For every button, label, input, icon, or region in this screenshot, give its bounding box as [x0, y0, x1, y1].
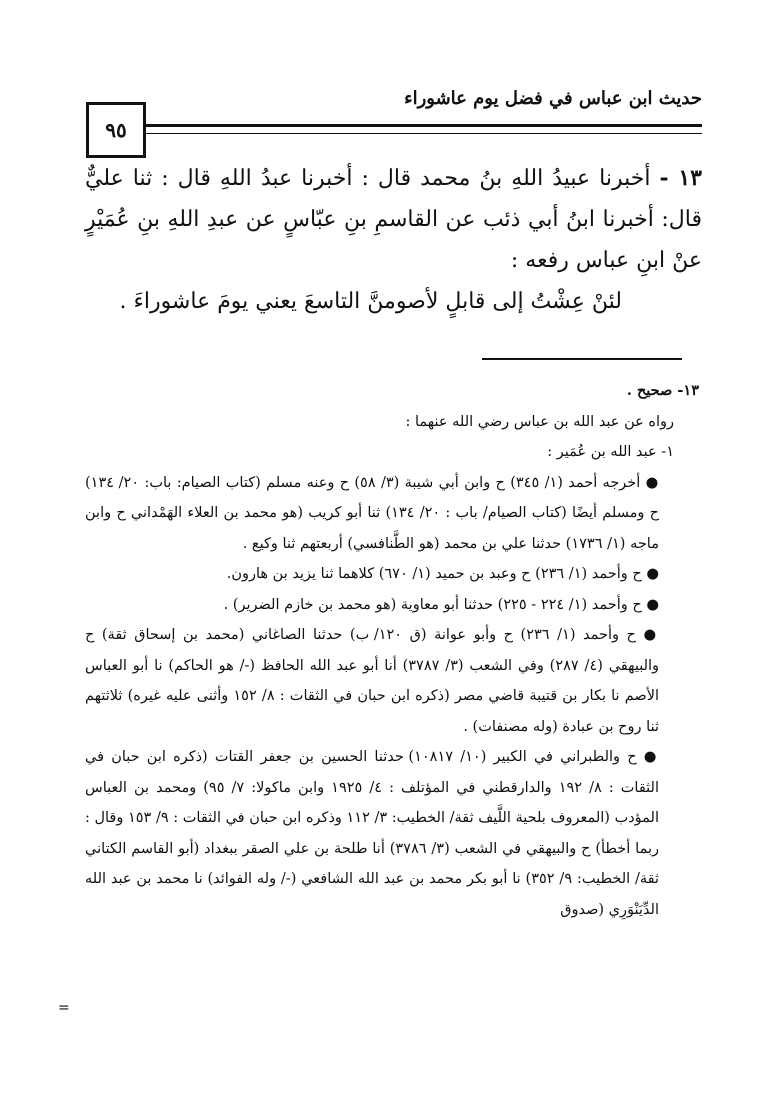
bullet-icon: ●	[643, 748, 660, 765]
hadith-matn: لئنْ عِشْتُ إلى قابلٍ لأصومنَّ التاسعَ يعني يومَ عاشوراءَ .	[119, 289, 622, 314]
notes-paragraph-5-text: ح والطبراني في الكبير (١٠/ ١٠٨١٧) حدثنا الحسين بن جعفر القتات (ذكره ابن حبان في الثقات : ٨/ ١٩٢ والدارقطني في المؤتلف : ٤/ ١٩٢٥ وابن ماكولا: ٧/ ٩٥) ومحمد بن العباس المؤدب (المعروف بلحية اللَّيف ثقة/ الخطيب: ٣/ ١١٢ وذكره ابن حبان في الثقات : ٩/ ١٥٣ وقال : ربما أخطأ) ح والبيهقي في الشعب (٣/ ٣٧٨٦) أنا طلحة بن علي الصقر ببغداد (أبو القاسم الكتاني ثقة/ الخطيب: ٩/ ٣٥٢) نا أبو بكر محمد بن عبد الله الشافعي (-/ وله الفوائد) نا محمد بن عبد الله الدِّيَنْوَرِي (صدوق	[84, 749, 659, 918]
bullet-icon: ●	[646, 595, 659, 613]
page-number: ٩٥	[86, 102, 146, 158]
notes-paragraph-4	[85, 620, 699, 742]
notes-intro: رواه عن عبد الله بن عباس رضي الله عنهما :	[405, 413, 674, 430]
notes-paragraph-1-text: أخرجه أحمد (١/ ٣٤٥) ح وابن أبي شيبة (٣/ ٥٨) ح وعنه مسلم (كتاب الصيام: باب: ٢٠/ ١٣٤) ح ومسلم أيضًا (كتاب الصيام/ باب : ٢٠/ ١٣٤) ثنا أبو كريب (هو محمد بن العلاء الهَمْداني ح وابن ماجه (١/ ١٧٣٦) حدثنا علي بن محمد (هو الطَّنافسي) أربعتهم ثنا وكيع .	[85, 474, 660, 552]
bullet-icon: ●	[646, 565, 659, 582]
notes-paragraph-2	[85, 559, 699, 590]
hadith-number: ١٣ -	[659, 165, 702, 191]
notes-paragraph-2-text: ح وأحمد (١/ ٢٣٦) ح وعبد بن حميد (١/ ٦٧٠) كلاهما ثنا يزيد بن هارون.	[226, 566, 642, 582]
hadith-text	[85, 158, 702, 322]
notes-paragraph-4-text: ح وأحمد (١/ ٢٣٦) ح وأبو عوانة (ق ١٢٠/ ب) حدثنا الصاغاني (محمد بن إسحاق ثقة) ح والبيهقي (٤/ ٢٨٧) وفي الشعب (٣/ ٣٧٨٧) أنا أبو عبد الله الحافظ (-/ هو الحاكم) نا أبو العباس الأصم نا بكار بن قتيبة قاضي مصر (ذكره ابن حبان في الثقات : ٨/ ١٥٢ وأثنى عليه غيره) ثلاثتهم ثنا روح بن عبادة (وله مصنفات) .	[85, 627, 660, 735]
footnote-separator	[482, 358, 682, 360]
bullet-icon: ●	[645, 473, 659, 491]
header-rule	[146, 124, 702, 134]
notes-paragraph-1	[85, 468, 699, 560]
continuation-mark: =	[58, 1000, 70, 1016]
running-header-title: حديث ابن عباس في فضل يوم عاشوراء	[404, 88, 702, 109]
notes-paragraph-5	[85, 742, 699, 925]
takhrij-notes	[85, 376, 699, 925]
bullet-icon: ●	[643, 626, 660, 643]
hadith-grade: ١٣- صحيح .	[626, 382, 699, 399]
notes-paragraph-3-text: ح وأحمد (١/ ٢٢٤ - ٢٢٥) حدثنا أبو معاوية (هو محمد بن خازم الضرير) .	[223, 596, 642, 613]
hadith-isnad	[85, 158, 702, 281]
notes-paragraph-3	[85, 590, 699, 621]
notes-narrator-heading: ١- عبد الله بن عُمَير :	[547, 444, 674, 460]
hadith-chain: أخبرنا عبيدُ اللهِ بنُ محمد قال : أخبرنا عبدُ اللهِ قال : ثنا عليٌّ قال: أخبرنا ابنُ أبي ذئب عن القاسمِ بنِ عبّاسٍ عن عبدِ اللهِ بنِ عُمَيْرٍ عنْ ابنِ عباس رفعه :	[85, 166, 702, 273]
